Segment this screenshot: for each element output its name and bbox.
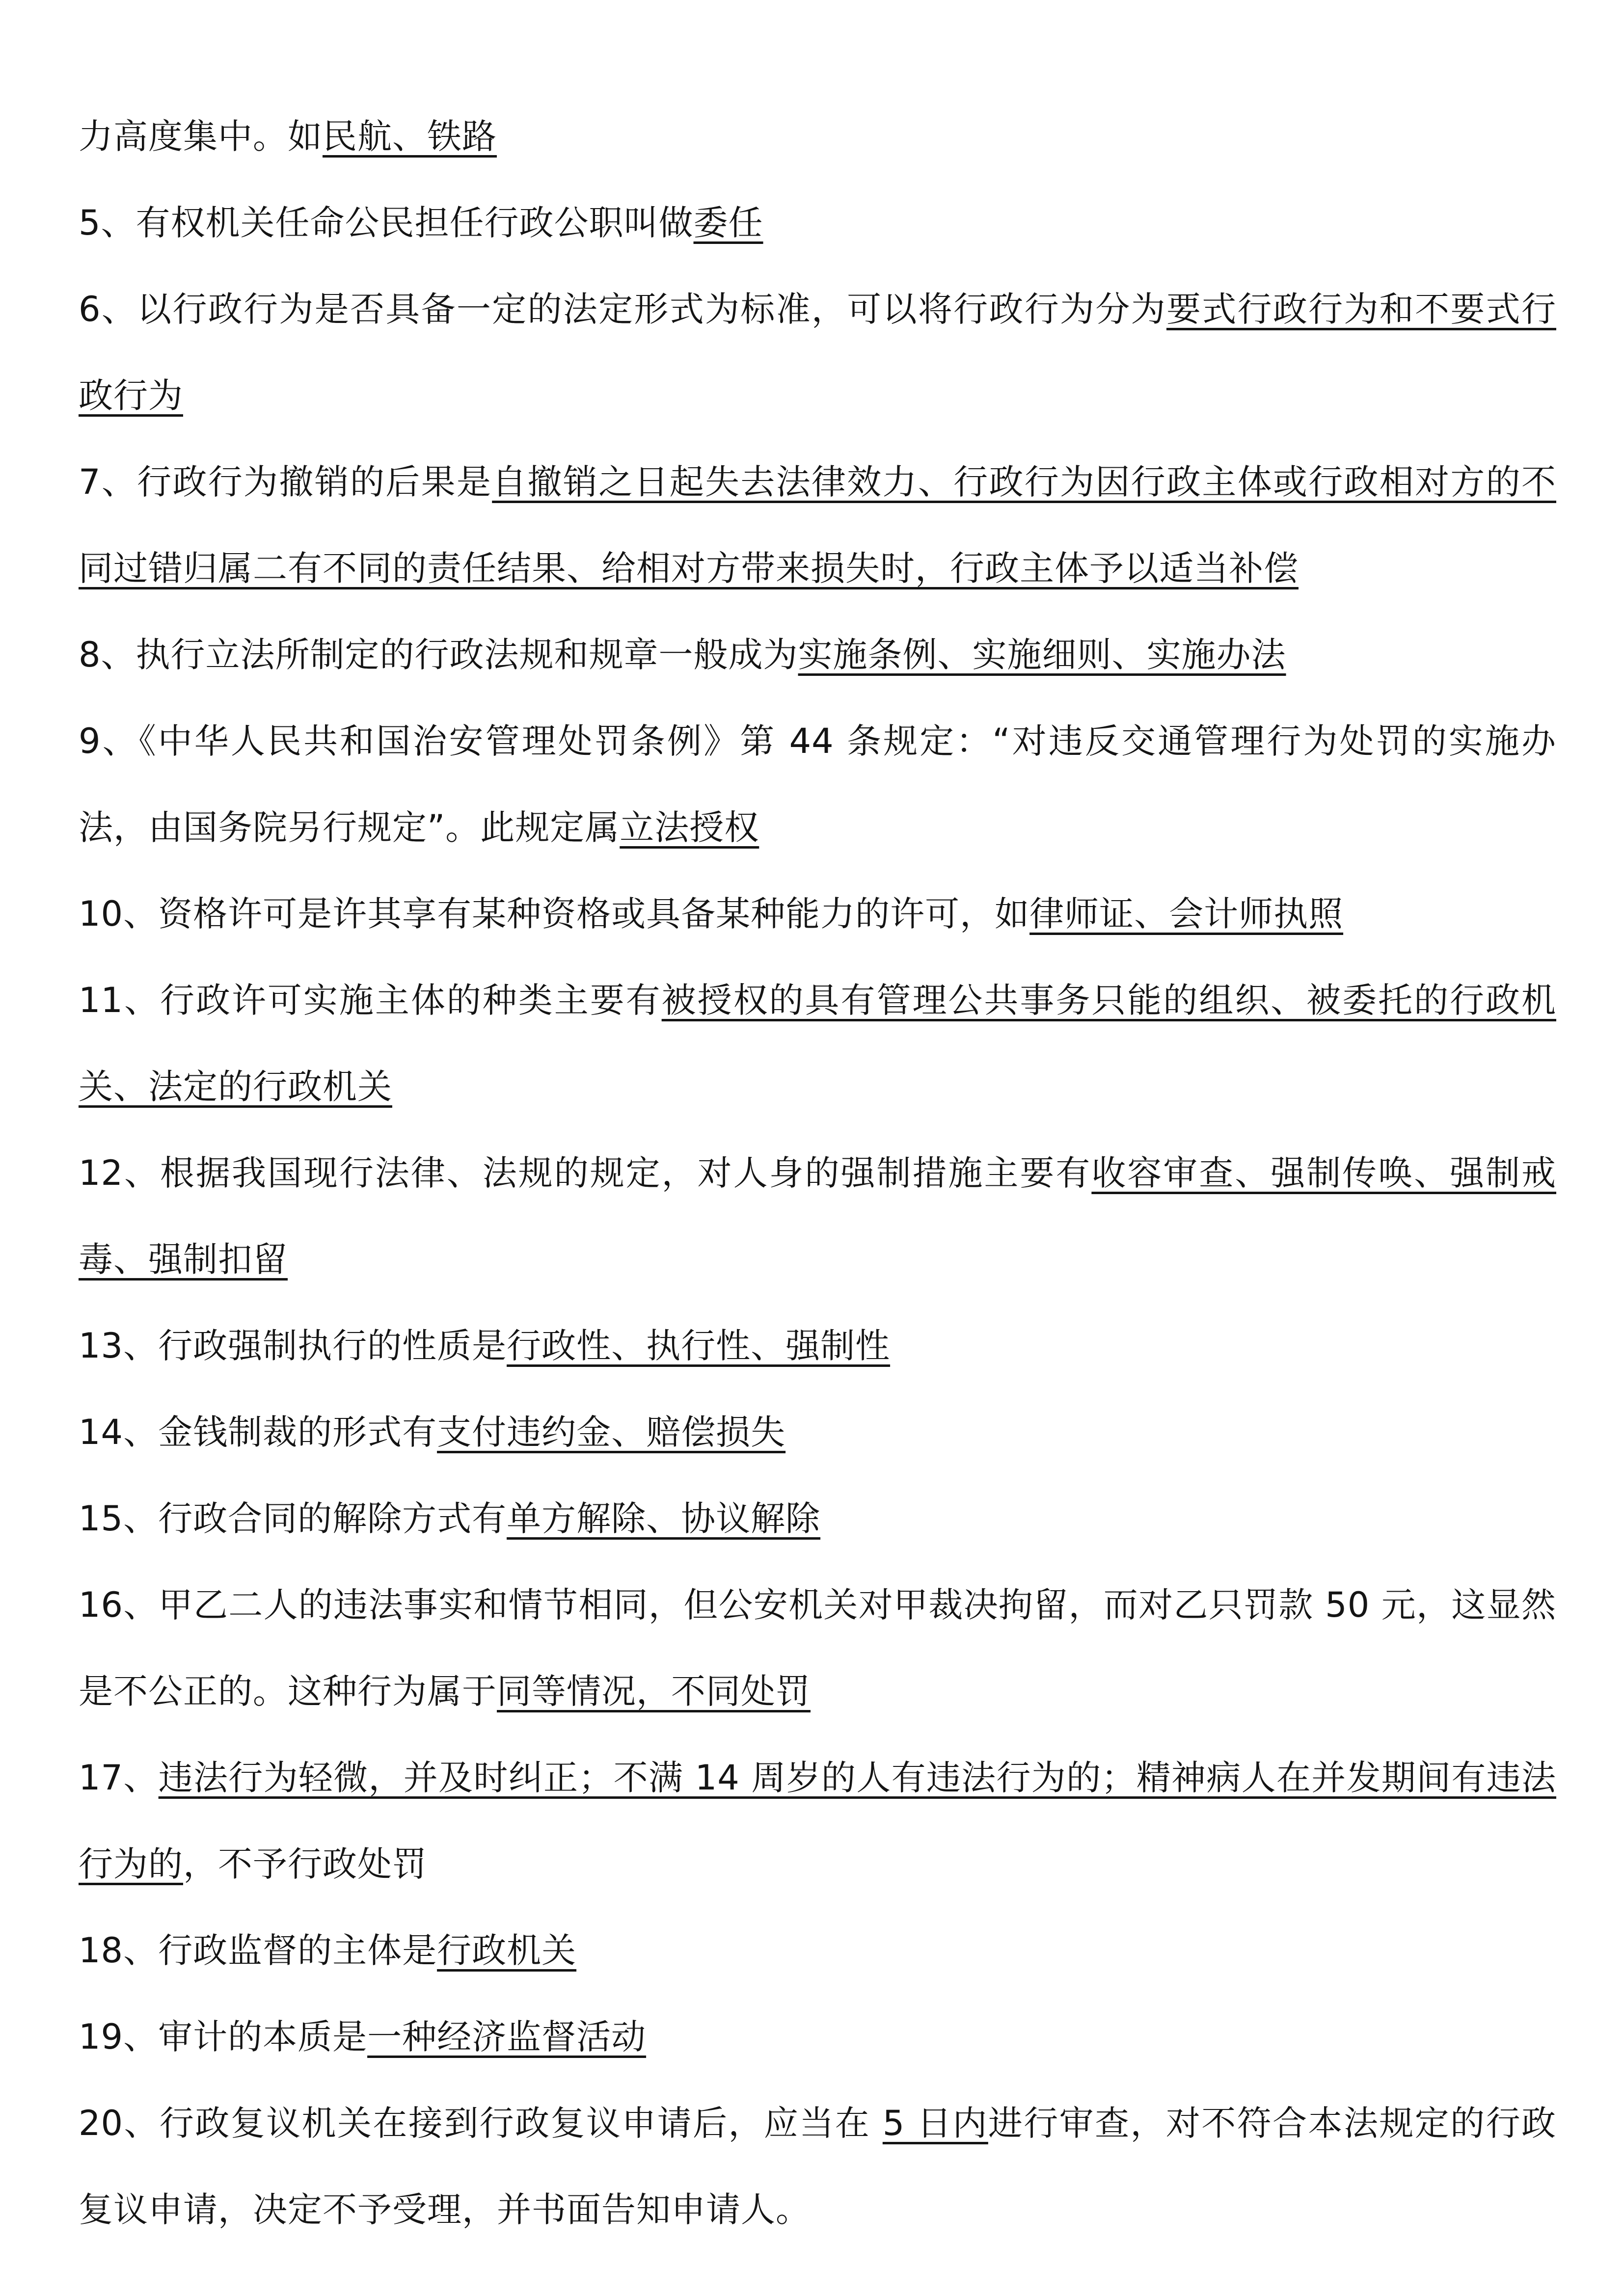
underlined-answer: 自撤销之日起失去法律效力、行政行为因行政主体或行政相对方的不同过错归属二有不同的责任结果、给相对方带来损失时，行政主体予以适当补偿	[79, 462, 1556, 588]
list-item	[79, 1735, 1556, 1907]
underlined-answer: 同等情况，不同处罚	[497, 1671, 811, 1711]
list-item	[79, 2080, 1556, 2253]
underlined-answer: 收容审查、强制传唤、强制戒毒、强制扣留	[79, 1153, 1557, 1280]
underlined-answer: 实施条例、实施细则、实施办法	[798, 635, 1286, 675]
list-item	[79, 1907, 1556, 1994]
underlined-answer: 单方解除、协议解除	[507, 1498, 821, 1539]
question-text: 7、行政行为撤销的后果是	[79, 462, 492, 502]
list-item	[79, 1475, 1556, 1562]
question-text: 20、行政复议机关在接到行政复议申请后，应当在	[79, 2103, 883, 2143]
underlined-answer: 违法行为轻微，并及时纠正；不满 14 周岁的人有违法行为的；精神病人在并发期间有违法行为的	[79, 1758, 1557, 1884]
question-text: 19、审计的本质是	[79, 2017, 368, 2057]
list-item	[79, 871, 1556, 957]
list-item	[79, 698, 1556, 871]
question-text: 15、行政合同的解除方式有	[79, 1498, 507, 1539]
underlined-answer: 5 日内	[882, 2103, 988, 2143]
question-text: 17、	[79, 1758, 159, 1798]
question-text: 12、根据我国现行法律、法规的规定，对人身的强制措施主要有	[79, 1153, 1092, 1193]
question-text: 9、《中华人民共和国治安管理处罚条例》第 44 条规定：“对违反交通管理行为处罚的实施办法，由国务院另行规定”。此规定属	[79, 721, 1556, 848]
list-item	[79, 612, 1556, 698]
list-item	[79, 439, 1556, 612]
underlined-answer: 委任	[693, 203, 763, 243]
question-text: 14、金钱制裁的形式有	[79, 1412, 437, 1452]
list-item	[79, 180, 1556, 266]
underlined-answer: 支付违约金、赔偿损失	[437, 1412, 786, 1452]
question-text: 10、资格许可是许其享有某种资格或具备某种能力的许可，如	[79, 894, 1030, 934]
question-text: 16、甲乙二人的违法事实和情节相同，但公安机关对甲裁决拘留，而对乙只罚款 50 元，这显然是不公正的。这种行为属于	[79, 1585, 1556, 1711]
question-text: 力高度集中。如	[79, 116, 323, 157]
list-item	[79, 1130, 1556, 1303]
list-item	[79, 1303, 1556, 1389]
document-body	[79, 93, 1556, 2253]
underlined-answer: 一种经济监督活动	[367, 2017, 647, 2057]
question-text: 18、行政监督的主体是	[79, 1930, 437, 1971]
underlined-answer: 行政机关	[437, 1930, 577, 1971]
list-item	[79, 957, 1556, 1130]
list-item	[79, 1562, 1556, 1735]
list-item	[79, 1389, 1556, 1475]
underlined-answer: 立法授权	[620, 807, 759, 848]
list-item	[79, 1994, 1556, 2080]
underlined-answer: 律师证、会计师执照	[1029, 894, 1344, 934]
question-text: 6、以行政行为是否具备一定的法定形式为标准，可以将行政行为分为	[79, 289, 1166, 329]
list-item	[79, 266, 1556, 439]
question-text: 进行审查，对不符合本法规定的行政复议申请，决定不予受理，并书面告知申请人。	[79, 2103, 1557, 2230]
question-text: 8、执行立法所制定的行政法规和规章一般成为	[79, 635, 798, 675]
question-text: 11、行政许可实施主体的种类主要有	[79, 980, 662, 1020]
underlined-answer: 行政性、执行性、强制性	[507, 1326, 891, 1366]
question-text: ，不予行政处罚	[183, 1844, 427, 1884]
underlined-answer: 民航、铁路	[323, 116, 497, 157]
underlined-answer: 被授权的具有管理公共事务只能的组织、被委托的行政机关、法定的行政机关	[79, 980, 1556, 1107]
underlined-answer: 要式行政行为和不要式行政行为	[79, 289, 1556, 416]
question-text: 13、行政强制执行的性质是	[79, 1326, 507, 1366]
list-item	[79, 93, 1556, 180]
question-text: 5、有权机关任命公民担任行政公职叫做	[79, 203, 694, 243]
